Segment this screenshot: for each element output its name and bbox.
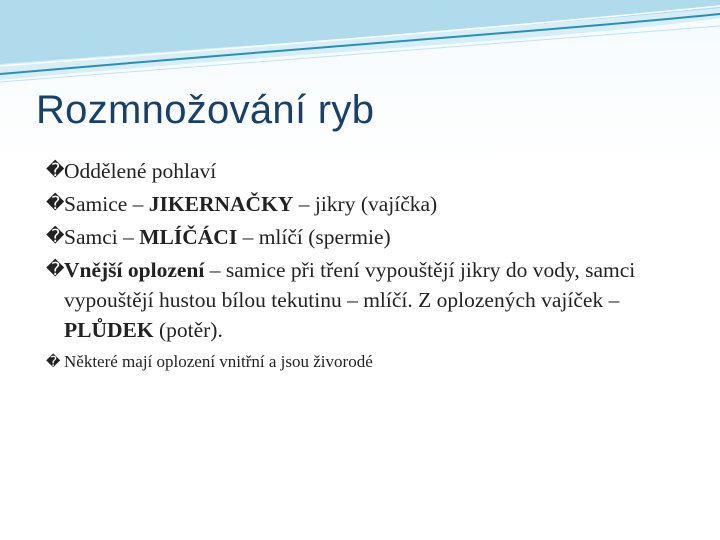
bullet-marker-icon: � <box>46 193 65 214</box>
bullet-text-tail: – mlíčí (spermie) <box>237 225 391 249</box>
bullet-marker-icon: � <box>46 160 65 181</box>
bullet-internal-fertilization <box>46 351 706 373</box>
bullet-bold-term: Vnější oplození <box>64 258 205 282</box>
bullet-marker-icon: � <box>46 354 61 370</box>
bullet-external-fertilization <box>46 255 706 345</box>
bullet-text-tail: – samice při tření vypouštějí jikry do vody, samci vypouštějí hustou bílou tekutinu – mlíčí. Z oplozených vajíček – <box>64 258 636 312</box>
slide-title: Rozmnožování ryb <box>36 88 375 132</box>
bullet-males <box>46 222 706 252</box>
bullet-separate-sexes <box>46 156 706 186</box>
bullet-text: Oddělené pohlaví <box>64 159 217 183</box>
header-wave-decoration <box>0 0 720 90</box>
bullet-marker-icon: � <box>46 226 65 247</box>
bullet-text: Samci – <box>64 225 140 249</box>
bullet-text-tail: – jikry (vajíčka) <box>293 192 438 216</box>
bullet-list <box>46 156 706 376</box>
bullet-marker-icon: � <box>46 259 65 280</box>
bullet-females <box>46 189 706 219</box>
bullet-bold-term: MLÍČÁCI <box>139 225 238 249</box>
bullet-text: Samice – <box>64 192 149 216</box>
bullet-text-end: (potěr). <box>153 318 223 342</box>
bullet-bold-term-2: PLŮDEK <box>64 318 154 342</box>
bullet-bold-term: JIKERNAČKY <box>148 192 294 216</box>
bullet-text: Některé mají oplození vnitřní a jsou živorodé <box>64 352 373 371</box>
